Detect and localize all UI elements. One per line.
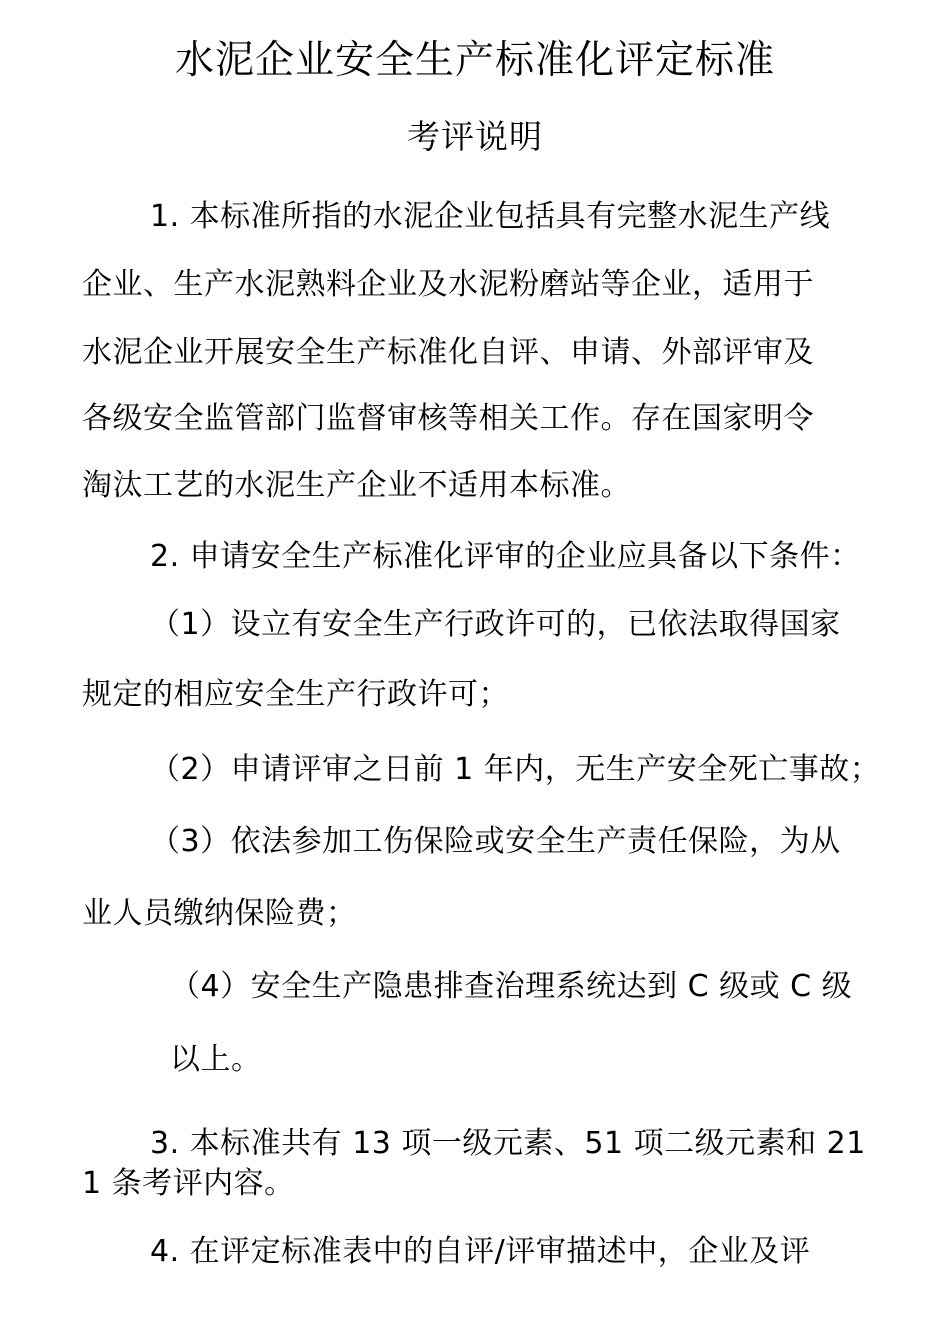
- paragraph-line: 各级安全监管部门监督审核等相关工作。存在国家明令: [82, 401, 814, 436]
- document-title: 水泥企业安全生产标准化评定标准: [174, 38, 775, 83]
- paragraph-line: 企业、生产水泥熟料企业及水泥粉磨站等企业，适用于: [82, 267, 814, 302]
- paragraph-line: 淘汰工艺的水泥生产企业不适用本标准。: [82, 468, 631, 503]
- paragraph-line: 3. 本标准共有 13 项一级元素、51 项二级元素和 21: [150, 1126, 866, 1161]
- paragraph-line: （1）设立有安全生产行政许可的，已依法取得国家: [150, 607, 841, 642]
- paragraph-line: 2. 申请安全生产标准化评审的企业应具备以下条件：: [150, 539, 861, 574]
- paragraph-line: （4）安全生产隐患排查治理系统达到 C 级或 C 级: [170, 969, 853, 1004]
- paragraph-line: 1 条考评内容。: [82, 1166, 295, 1201]
- paragraph-line: （2）申请评审之日前 1 年内，无生产安全死亡事故；: [150, 752, 881, 787]
- paragraph-line: 1. 本标准所指的水泥企业包括具有完整水泥生产线: [150, 199, 831, 234]
- paragraph-line: 4. 在评定标准表中的自评/评审描述中，企业及评: [150, 1234, 811, 1269]
- paragraph-line: （3）依法参加工伤保险或安全生产责任保险，为从: [150, 824, 841, 859]
- paragraph-line: 水泥企业开展安全生产标准化自评、申请、外部评审及: [82, 335, 814, 370]
- paragraph-line: 业人员缴纳保险费；: [82, 896, 357, 931]
- section-subtitle: 考评说明: [407, 117, 543, 156]
- paragraph-line: 规定的相应安全生产行政许可；: [82, 677, 509, 712]
- paragraph-line: 以上。: [170, 1042, 262, 1077]
